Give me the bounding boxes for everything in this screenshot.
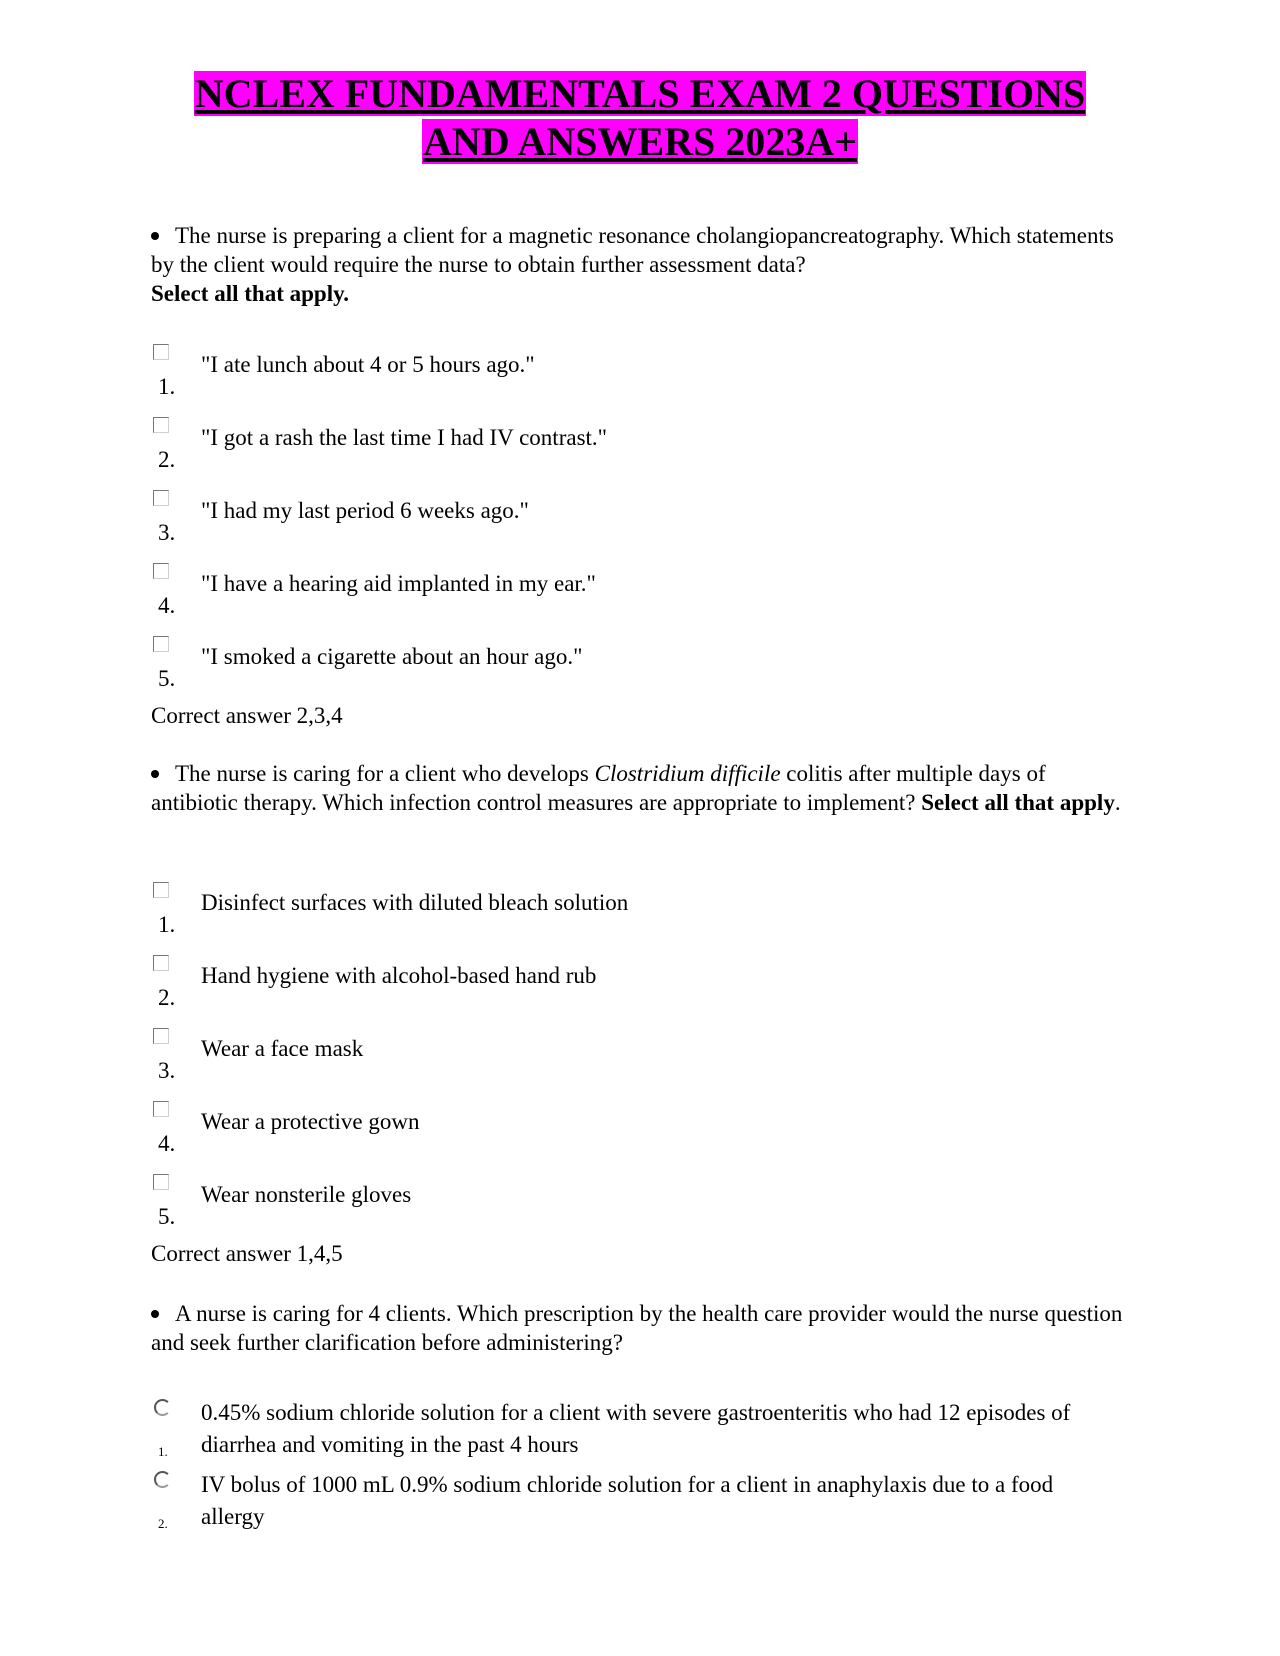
question-1-select-instruction: Select all that apply. (151, 281, 350, 306)
checkbox[interactable] (153, 563, 169, 579)
checkbox[interactable] (153, 882, 169, 898)
question-2-option-4[interactable] (151, 1101, 1111, 1161)
option-text: Hand hygiene with alcohol-based hand rub (201, 963, 597, 988)
option-number: 5. (158, 1204, 176, 1229)
question-1-option-2[interactable] (151, 417, 1111, 477)
option-number: 1. (158, 1444, 168, 1459)
option-number: 3. (158, 520, 176, 545)
question-3-option-1[interactable] (151, 1397, 1111, 1463)
question-2-text-b: colitis after multiple days of antibiotic therapy. Which infection control measures are appropriate to implement? (151, 761, 1046, 815)
option-text: IV bolus of 1000 mL 0.9% sodium chloride solution for a client in anaphylaxis due to a food allergy (201, 1472, 1054, 1529)
option-text: Wear nonsterile gloves (201, 1182, 412, 1207)
checkbox[interactable] (153, 417, 169, 433)
question-1-option-4[interactable] (151, 563, 1111, 623)
checkbox[interactable] (153, 344, 169, 360)
question-2-text-end: . (1114, 790, 1121, 815)
checkbox[interactable] (153, 1174, 169, 1190)
option-text: 0.45% sodium chloride solution for a client with severe gastroenteritis who had 12 episodes of diarrhea and vomiting in the past 4 hours (201, 1400, 1071, 1457)
option-text: "I had my last period 6 weeks ago." (201, 498, 529, 523)
option-text: "I have a hearing aid implanted in my ear." (201, 571, 596, 596)
option-number: 2. (158, 1516, 168, 1531)
question-1-option-5[interactable] (151, 636, 1111, 696)
question-2-option-3[interactable] (151, 1028, 1111, 1088)
option-text: Disinfect surfaces with diluted bleach solution (201, 890, 629, 915)
checkbox[interactable] (153, 490, 169, 506)
checkbox[interactable] (153, 955, 169, 971)
option-text: "I got a rash the last time I had IV contrast." (201, 425, 608, 450)
option-number: 2. (158, 985, 176, 1010)
question-1-option-1[interactable] (151, 344, 1111, 404)
question-2-answer: Correct answer 1,4,5 (151, 1241, 343, 1266)
title-line-1: NCLEX FUNDAMENTALS EXAM 2 QUESTIONS (194, 71, 1086, 116)
option-text: "I smoked a cigarette about an hour ago." (201, 644, 583, 669)
option-number: 5. (158, 666, 176, 691)
option-text: Wear a face mask (201, 1036, 364, 1061)
question-2-organism: Clostridium difficile (594, 761, 781, 786)
question-2-option-5[interactable] (151, 1174, 1111, 1234)
checkbox[interactable] (153, 1101, 169, 1117)
question-1-option-3[interactable] (151, 490, 1111, 550)
radio-button[interactable] (154, 1399, 171, 1416)
option-number: 4. (158, 1131, 176, 1156)
question-2-option-2[interactable] (151, 955, 1111, 1015)
option-number: 2. (158, 447, 176, 472)
option-text: "I ate lunch about 4 or 5 hours ago." (201, 352, 535, 377)
option-number: 1. (158, 912, 176, 937)
option-number: 4. (158, 593, 176, 618)
option-number: 3. (158, 1058, 176, 1083)
question-2-select-instruction: Select all that apply (921, 790, 1115, 815)
checkbox[interactable] (153, 1028, 169, 1044)
question-3-option-2[interactable] (151, 1469, 1111, 1535)
question-1-stem (151, 221, 1136, 308)
checkbox[interactable] (153, 636, 169, 652)
question-2-stem (151, 759, 1136, 817)
question-3-stem (151, 1299, 1136, 1357)
question-2-text-a: The nurse is caring for a client who develops (175, 761, 595, 786)
title-line-2: AND ANSWERS 2023A+ (423, 119, 857, 164)
question-3-text: A nurse is caring for 4 clients. Which prescription by the health care provider would the nurse question and seek further clarification before administering? (151, 1301, 1123, 1355)
option-text: Wear a protective gown (201, 1109, 420, 1134)
option-number: 1. (158, 374, 176, 399)
question-1-text: The nurse is preparing a client for a magnetic resonance cholangiopancreatography. Which statements by the client would require the nurse to obtain further assessment data? (151, 223, 1114, 277)
radio-button[interactable] (154, 1471, 171, 1488)
question-1-answer: Correct answer 2,3,4 (151, 703, 343, 728)
page-title (0, 70, 1280, 166)
question-2-option-1[interactable] (151, 882, 1111, 942)
